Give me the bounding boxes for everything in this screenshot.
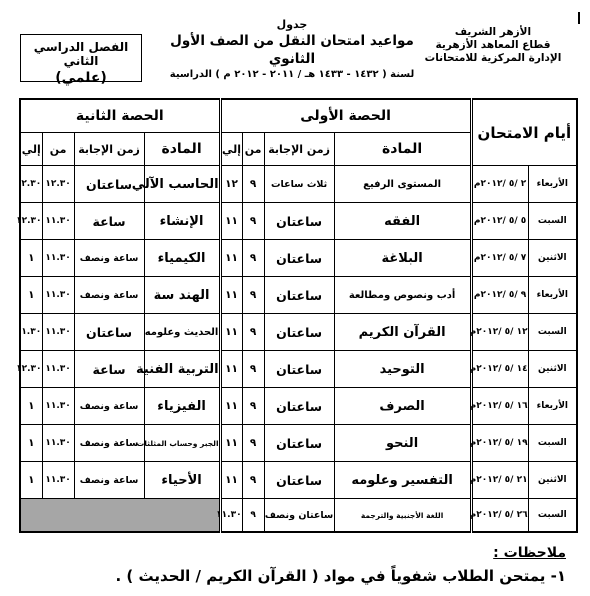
s1-to-cell: ١١ — [220, 277, 242, 314]
s1-duration-cell: ساعتان — [264, 388, 334, 425]
note-item: ١- يمتحن الطلاب شفوياً في مواد ( القرآن الكريم / الحديث ) . — [115, 567, 566, 585]
s1-duration-cell: ثلاث ساعات — [264, 166, 334, 203]
s2-duration-cell: ساعة ونصف — [74, 462, 144, 499]
day-cell: الاثنين — [528, 462, 577, 499]
s1-duration-cell: ساعتان — [264, 462, 334, 499]
day-cell: الاثنين — [528, 240, 577, 277]
s2-from-cell: ١١.٣٠ — [42, 240, 74, 277]
date-cell: ٢٦ /٥ /٢٠١٢م — [471, 499, 528, 533]
s2-subject-cell: الفيزياء — [144, 388, 220, 425]
table-row — [20, 314, 577, 351]
s2-from-cell: ١١.٣٠ — [42, 351, 74, 388]
s1-from-cell: ٩ — [242, 277, 264, 314]
notes-title: ملاحظات : — [493, 545, 566, 561]
s1-from-cell: ٩ — [242, 425, 264, 462]
empty-shaded-cell — [20, 499, 220, 533]
column-exam-days: أيام الامتحان — [471, 99, 577, 166]
s2-from-cell: ١١.٣٠ — [42, 277, 74, 314]
academic-year: لسنة ( ١٤٣٢ - ١٤٣٣ هـ / ٢٠١١ - ٢٠١٢ م ) الدراسية — [169, 69, 415, 80]
s1-subject-cell: المستوى الرفيع — [334, 166, 471, 203]
s2-to-cell: ١٢.٣٠ — [20, 203, 42, 240]
table-row — [20, 499, 577, 533]
org-line-3: الإدارة المركزية للامتحانات — [424, 52, 562, 64]
s1-subject-cell: النحو — [334, 425, 471, 462]
s1-subject-cell: التفسير وعلومه — [334, 462, 471, 499]
s1-duration-header: زمن الإجابة — [264, 133, 334, 166]
s2-to-header: إلي — [20, 133, 42, 166]
s1-to-header: إلي — [220, 133, 242, 166]
s1-subject-cell: البلاغة — [334, 240, 471, 277]
s1-duration-cell: ساعتان — [264, 425, 334, 462]
s2-to-cell: ١ — [20, 462, 42, 499]
table-row — [20, 203, 577, 240]
date-cell: ١٦ /٥ /٢٠١٢م — [471, 388, 528, 425]
doc-title: مواعيد امتحان النقل من الصف الأول الثانوي — [170, 33, 414, 67]
s2-to-cell: ١ — [20, 425, 42, 462]
s2-duration-cell: ساعة — [74, 351, 144, 388]
s1-subject-cell: اللغة الأجنبية والترجمة — [334, 499, 471, 533]
s1-from-cell: ٩ — [242, 240, 264, 277]
day-cell: السبت — [528, 425, 577, 462]
s2-subject-cell: الحاسب الآلي — [144, 166, 220, 203]
day-cell: السبت — [528, 499, 577, 533]
column-session-1: الحصة الأولى — [220, 99, 471, 133]
s2-duration-cell: ساعة ونصف — [74, 388, 144, 425]
s1-to-cell: ١١ — [220, 388, 242, 425]
day-cell: الاثنين — [528, 351, 577, 388]
s1-from-cell: ٩ — [242, 203, 264, 240]
margin-mark — [578, 12, 580, 24]
s2-subject-cell: الكيمياء — [144, 240, 220, 277]
org-line-1: الأزهر الشريف — [454, 26, 532, 38]
table-row — [20, 351, 577, 388]
table-row — [20, 277, 577, 314]
date-cell: ١٤ /٥ /٢٠١٢م — [471, 351, 528, 388]
s1-duration-cell: ساعتان — [264, 351, 334, 388]
s1-duration-cell: ساعتان ونصف — [264, 499, 334, 533]
s1-subject-cell: الصرف — [334, 388, 471, 425]
s2-to-cell: ١ — [20, 277, 42, 314]
day-cell: الأربعاء — [528, 388, 577, 425]
s2-duration-cell: ساعة ونصف — [74, 277, 144, 314]
s1-duration-cell: ساعتان — [264, 203, 334, 240]
s1-from-cell: ٩ — [242, 499, 264, 533]
s2-duration-header: زمن الإجابة — [74, 133, 144, 166]
s2-subject-header: المادة — [144, 133, 220, 166]
s2-subject-cell: الهند سة — [144, 277, 220, 314]
s2-subject-cell: الجبر وحساب المثلثات — [144, 425, 220, 462]
page-header — [10, 12, 580, 92]
date-cell: ١٢ /٥ /٢٠١٢م — [471, 314, 528, 351]
s1-to-cell: ١١.٣٠ — [220, 499, 242, 533]
day-cell: الأربعاء — [528, 277, 577, 314]
s2-to-cell: ٢.٣٠ — [20, 166, 42, 203]
section-label: (علمي) — [55, 70, 107, 86]
s2-to-cell: ١.٣٠ — [20, 314, 42, 351]
date-cell: ١٩ /٥ /٢٠١٢م — [471, 425, 528, 462]
term-box — [20, 34, 142, 86]
date-cell: ٧ /٥ /٢٠١٢م — [471, 240, 528, 277]
s2-duration-cell: ساعة ونصف — [74, 425, 144, 462]
s2-duration-cell: ساعة — [74, 203, 144, 240]
s1-to-cell: ١١ — [220, 462, 242, 499]
s2-subject-cell: التربية الفنية — [144, 351, 220, 388]
s2-to-cell: ١ — [20, 240, 42, 277]
s1-subject-cell: التوحيد — [334, 351, 471, 388]
day-cell: الأربعاء — [528, 166, 577, 203]
s1-subject-cell: القرآن الكريم — [334, 314, 471, 351]
s2-duration-cell: ساعة ونصف — [74, 240, 144, 277]
s1-duration-cell: ساعتان — [264, 314, 334, 351]
s1-subject-cell: أدب ونصوص ومطالعة — [334, 277, 471, 314]
org-line-2: قطاع المعاهد الأزهرية — [435, 39, 551, 51]
table-row — [20, 240, 577, 277]
s2-to-cell: ١ — [20, 388, 42, 425]
organization-block — [418, 26, 568, 65]
exam-schedule-table — [16, 98, 578, 533]
table-row — [20, 388, 577, 425]
s1-from-cell: ٩ — [242, 462, 264, 499]
s2-duration-cell: ساعتان — [74, 166, 144, 203]
date-cell: ٢ /٥ /٢٠١٢م — [471, 166, 528, 203]
s1-from-cell: ٩ — [242, 388, 264, 425]
term-label: الفصل الدراسي الثاني — [33, 40, 129, 68]
s2-from-cell: ١١.٣٠ — [42, 388, 74, 425]
s1-subject-header: المادة — [334, 133, 471, 166]
s2-from-cell: ١١.٣٠ — [42, 203, 74, 240]
s1-from-cell: ٩ — [242, 166, 264, 203]
s1-to-cell: ١١ — [220, 203, 242, 240]
doc-label: جدول — [276, 18, 308, 31]
s1-duration-cell: ساعتان — [264, 240, 334, 277]
s2-from-cell: ١٢.٣٠ — [42, 166, 74, 203]
day-cell: السبت — [528, 203, 577, 240]
s2-to-cell: ١٢.٣٠ — [20, 351, 42, 388]
s1-to-cell: ١١ — [220, 425, 242, 462]
table-row — [20, 166, 577, 203]
date-cell: ٩ /٥ /٢٠١٢م — [471, 277, 528, 314]
s1-subject-cell: الفقه — [334, 203, 471, 240]
table-row — [20, 462, 577, 499]
s2-subject-cell: الحديث وعلومه — [144, 314, 220, 351]
date-cell: ٥ /٥ /٢٠١٢م — [471, 203, 528, 240]
s2-from-cell: ١١.٣٠ — [42, 425, 74, 462]
table-row — [20, 425, 577, 462]
s1-to-cell: ١١ — [220, 314, 242, 351]
day-cell: السبت — [528, 314, 577, 351]
s1-from-cell: ٩ — [242, 314, 264, 351]
column-session-2: الحصة الثانية — [20, 99, 220, 133]
s2-from-cell: ١١.٣٠ — [42, 462, 74, 499]
s2-from-header: من — [42, 133, 74, 166]
date-cell: ٢١ /٥ /٢٠١٢م — [471, 462, 528, 499]
s2-subject-cell: الأحياء — [144, 462, 220, 499]
s2-duration-cell: ساعتان — [74, 314, 144, 351]
s1-to-cell: ١١ — [220, 240, 242, 277]
s1-duration-cell: ساعتان — [264, 277, 334, 314]
s1-to-cell: ١٢ — [220, 166, 242, 203]
title-block — [166, 18, 418, 82]
notes-section — [26, 545, 566, 585]
s2-from-cell: ١١.٣٠ — [42, 314, 74, 351]
s1-to-cell: ١١ — [220, 351, 242, 388]
s1-from-cell: ٩ — [242, 351, 264, 388]
s1-from-header: من — [242, 133, 264, 166]
s2-subject-cell: الإنشاء — [144, 203, 220, 240]
